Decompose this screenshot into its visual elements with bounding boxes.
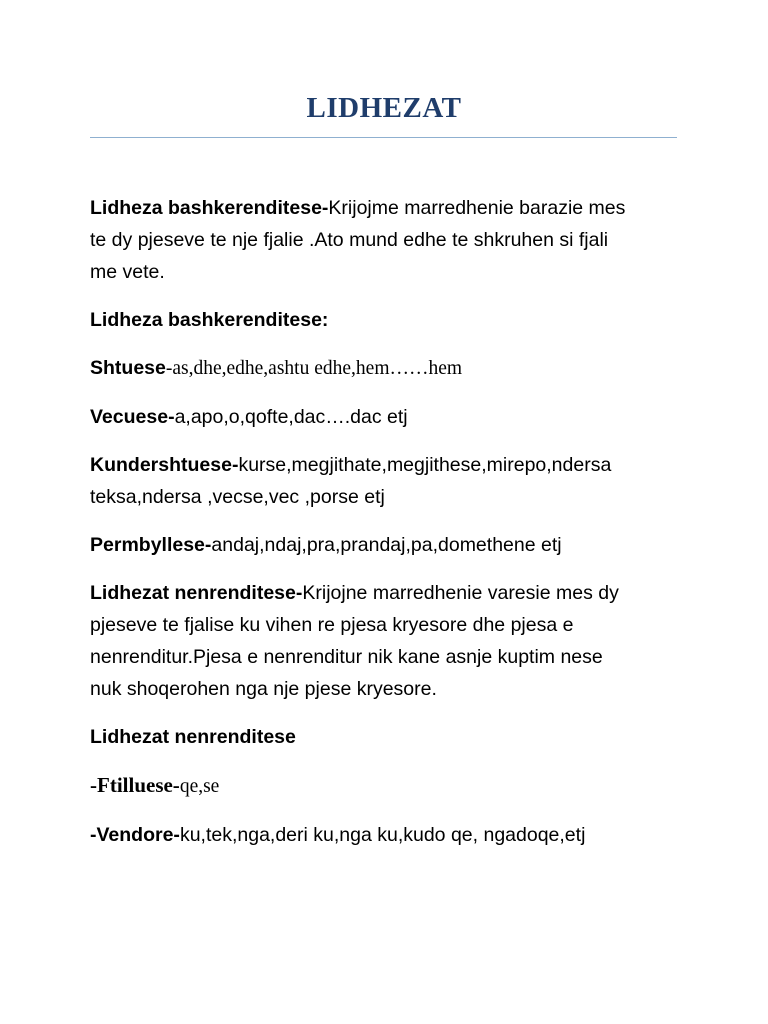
definition-text: Krijojme marredhenie barazie mes: [328, 197, 626, 219]
term-heading: Kundershtuese-: [90, 454, 239, 476]
term-examples: andaj,ndaj,pra,prandaj,pa,domethene etj: [211, 534, 562, 556]
term-examples: qe,se: [179, 776, 220, 797]
term-heading: -Ftilluese-: [90, 773, 180, 797]
term-heading: Lidheza bashkerenditese-: [90, 197, 329, 219]
definition-text: pjeseve te fjalise ku vihen re pjesa kryesore dhe pjesa e: [90, 614, 574, 636]
page-title: LIDHEZAT: [306, 92, 462, 124]
paragraph-nenrenditese: [90, 577, 680, 705]
term-examples: -as,dhe,edhe,ashtu edhe,hem……hem: [165, 358, 463, 379]
term-examples: ku,tek,nga,deri ku,nga ku,kudo qe, ngadoqe,etj: [179, 824, 586, 846]
paragraph-bashkerenditese: [90, 192, 680, 288]
term-heading: Shtuese: [90, 357, 166, 379]
item-vecuese: [90, 401, 680, 433]
definition-text: Krijojne marredhenie varesie mes dy: [302, 582, 619, 604]
definition-text: me vete.: [90, 261, 165, 283]
section-heading: Lidhezat nenrenditese: [90, 726, 296, 748]
item-kundershtuese: [90, 449, 680, 513]
title-divider: [90, 137, 677, 138]
item-ftilluese: [90, 769, 680, 803]
section-heading: Lidheza bashkerenditese:: [90, 309, 329, 331]
term-heading: Lidhezat nenrenditese-: [90, 582, 303, 604]
term-examples: kurse,megjithate,megjithese,mirepo,ndersa: [238, 454, 612, 476]
item-vendore: [90, 819, 680, 851]
term-heading: Permbyllese-: [90, 534, 212, 556]
term-examples: teksa,ndersa ,vecse,vec ,porse etj: [90, 486, 385, 508]
definition-text: nuk shoqerohen nga nje pjese kryesore.: [90, 678, 437, 700]
term-examples: a,apo,o,qofte,dac….dac etj: [174, 406, 408, 428]
term-heading: Vecuese-: [90, 406, 175, 428]
term-heading: -Vendore-: [90, 824, 180, 846]
definition-text: te dy pjeseve te nje fjalie .Ato mund edhe te shkruhen si fjali: [90, 229, 609, 251]
document-body: [90, 192, 680, 867]
definition-text: nenrenditur.Pjesa e nenrenditur nik kane asnje kuptim nese: [90, 646, 603, 668]
item-shtuese: [90, 352, 680, 385]
item-permbyllese: [90, 529, 680, 561]
